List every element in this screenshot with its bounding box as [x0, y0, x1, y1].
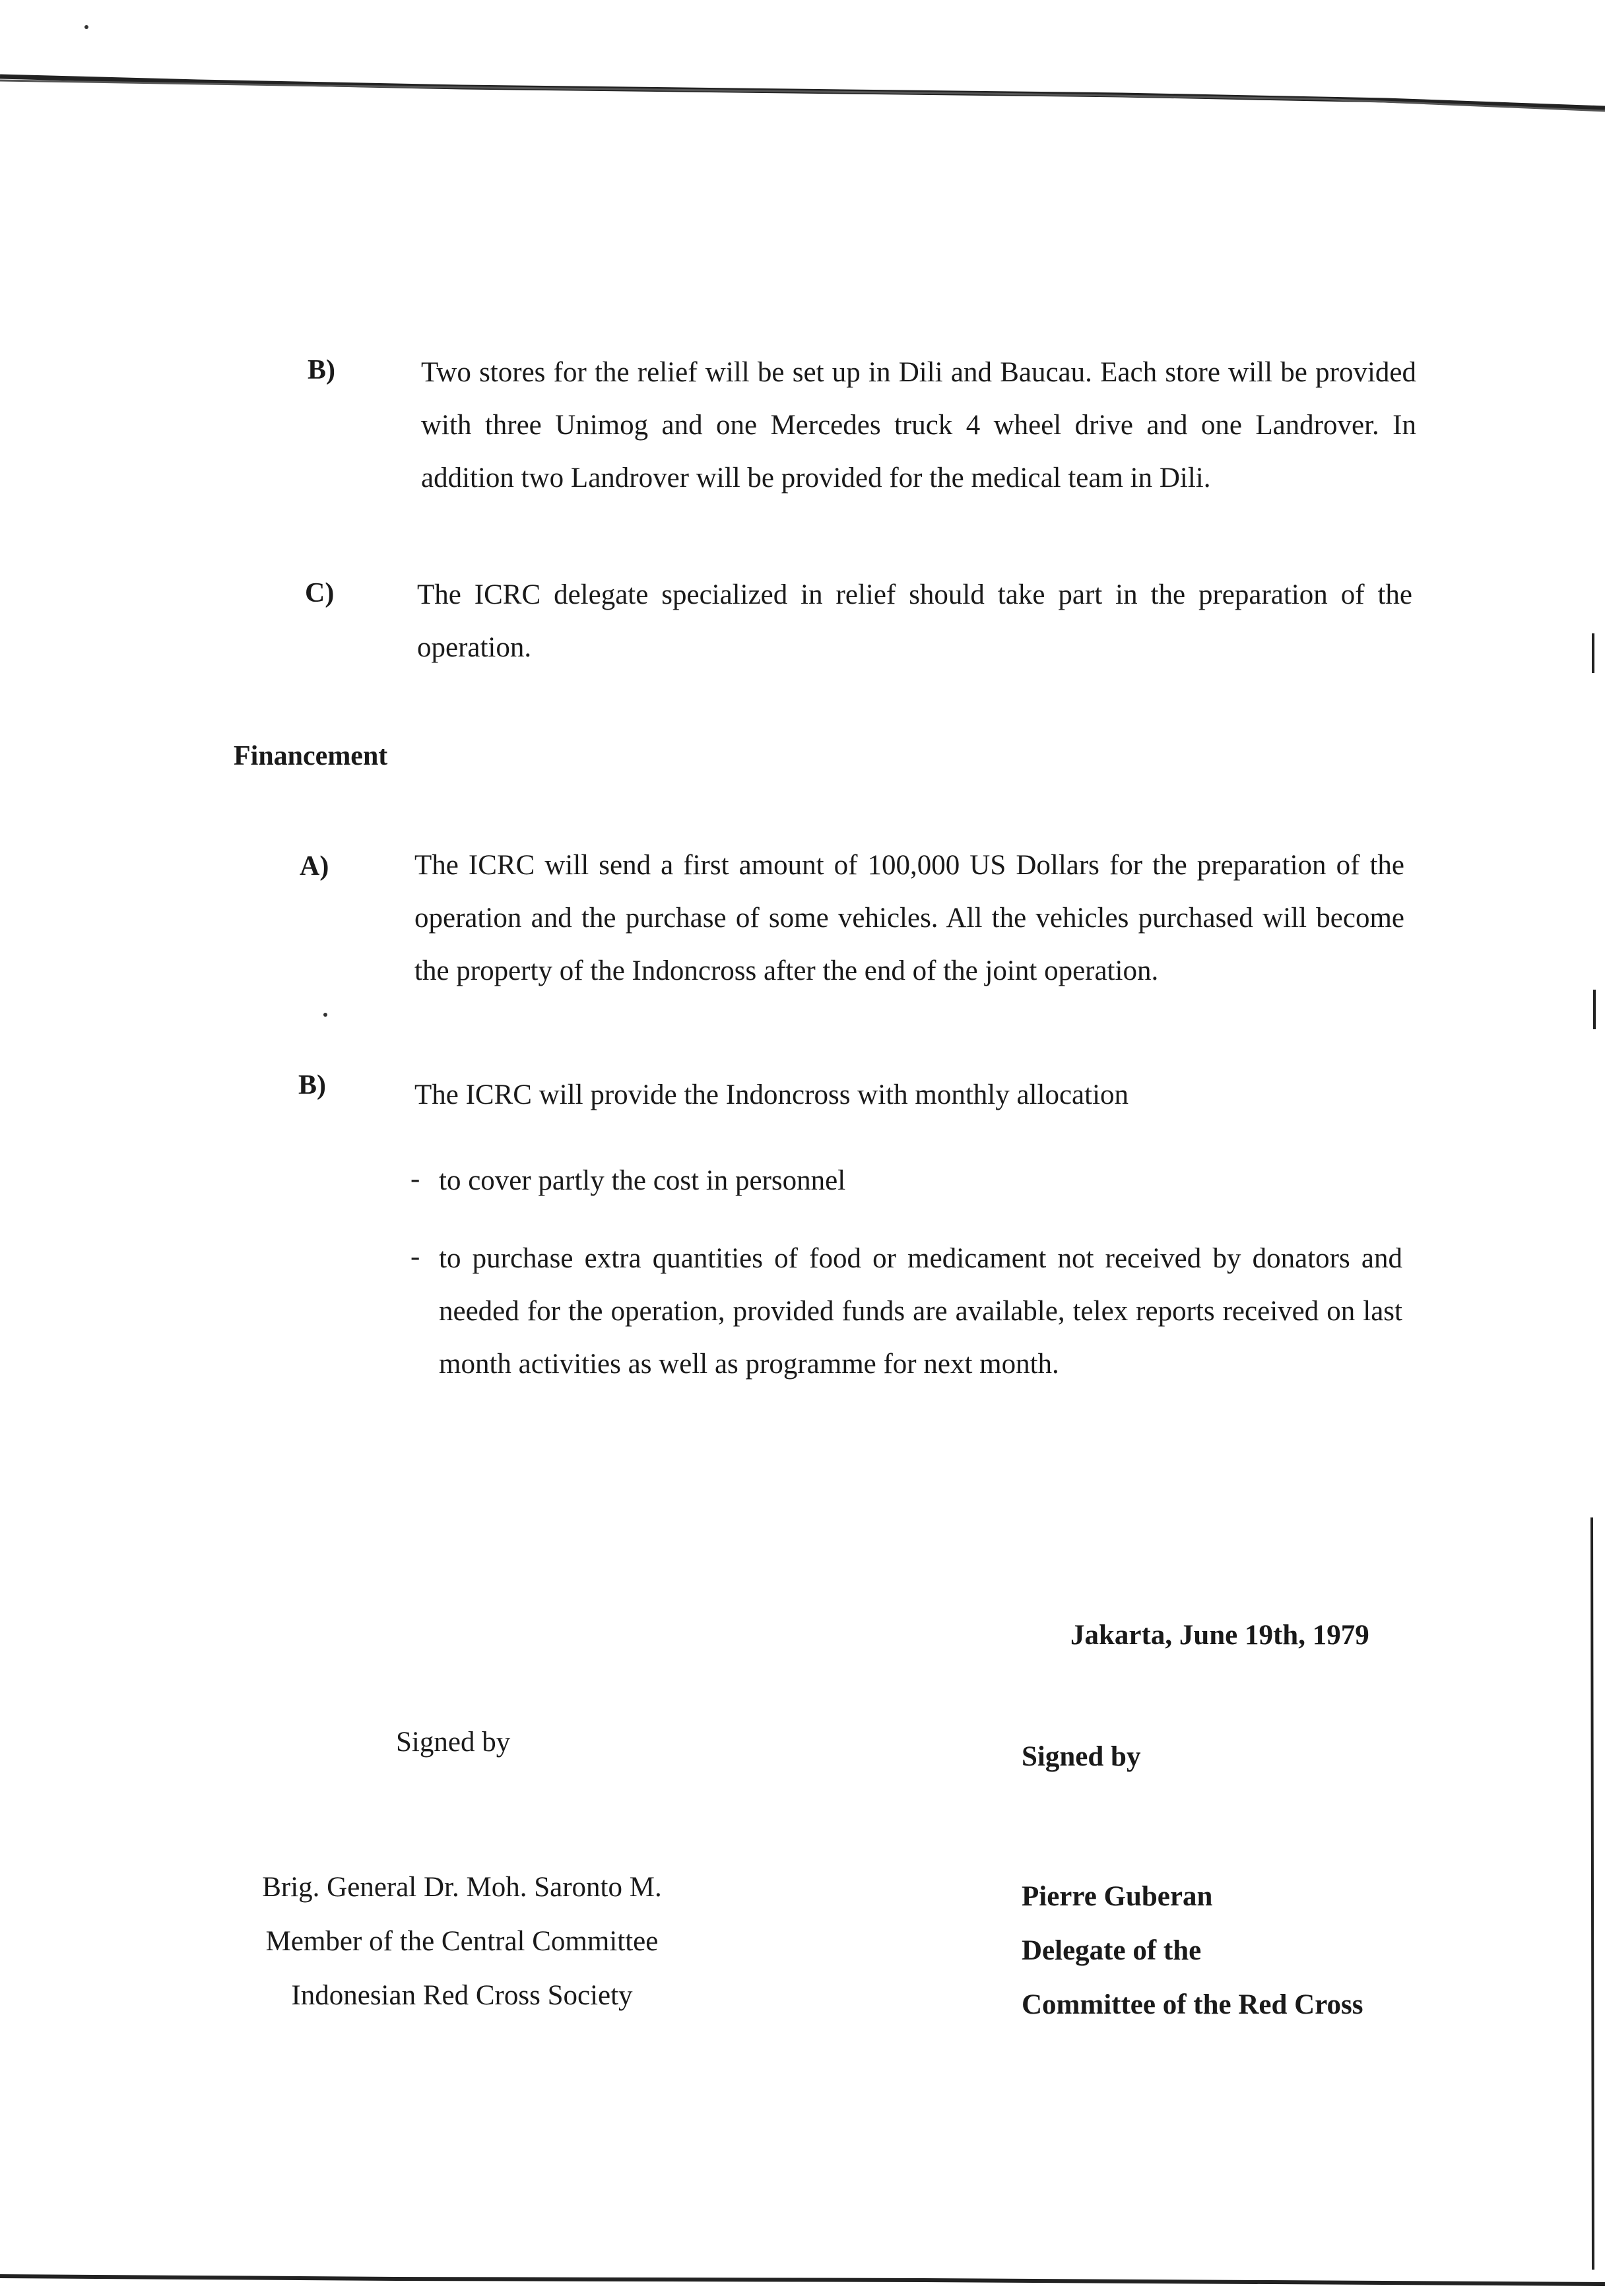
section-heading: Financement	[234, 741, 388, 771]
signatory-title: Member of the Central Committee	[265, 1926, 659, 1957]
signatory-left	[198, 1861, 726, 2023]
signatory-org: Indonesian Red Cross Society	[291, 1980, 633, 2011]
signatory-name: Pierre Guberan	[1022, 1881, 1213, 1912]
bullet-item: to purchase extra quantities of food or medicament not received by donators and needed for the operation, provided funds are available, telex reports received on last month activities as well as programme for next month.	[439, 1243, 1402, 1380]
signatory-org: Committee of the Red Cross	[1022, 1989, 1363, 2020]
relief-item-c-text: The ICRC delegate specialized in relief should take part in the preparation of the operation.	[417, 579, 1412, 663]
bullet-item: to cover partly the cost in personnel	[439, 1165, 846, 1196]
scan-edge-top	[0, 71, 1605, 112]
signatory-title: Delegate of the	[1022, 1935, 1202, 1966]
signatory-right	[1022, 1870, 1484, 2032]
signed-by-right: Signed by	[1022, 1741, 1141, 1772]
speck	[84, 25, 88, 29]
place-date: Jakarta, June 19th, 1979	[1070, 1620, 1369, 1651]
relief-item-b-text: Two stores for the relief will be set up in Dili and Baucau. Each store will be provided with three Unimog and one Mercedes truck 4 wheel drive and one Landrover. In addition two Landrover will be provided for the medical team in Dili.	[421, 357, 1416, 494]
speck	[323, 1013, 327, 1017]
item-marker: B)	[308, 355, 335, 385]
financement-item-b-text: The ICRC will provide the Indoncross with monthly allocation	[414, 1079, 1129, 1110]
financement-item-a-text: The ICRC will send a first amount of 100,000 US Dollars for the preparation of the operation and the purchase of some vehicles. All the vehicles purchased will become the property of the Indoncross after the end of the joint operation.	[414, 850, 1404, 986]
item-marker: C)	[305, 578, 335, 608]
scan-edge-bottom	[0, 2270, 1605, 2289]
bullet-dash: -	[410, 1241, 420, 1272]
item-marker: A)	[300, 851, 329, 881]
signatory-name: Brig. General Dr. Moh. Saronto M.	[262, 1872, 662, 1903]
scan-edge-right	[1584, 594, 1604, 2283]
item-marker: B)	[298, 1070, 326, 1100]
signed-by-left: Signed by	[396, 1727, 511, 1758]
bullet-dash: -	[410, 1163, 420, 1194]
